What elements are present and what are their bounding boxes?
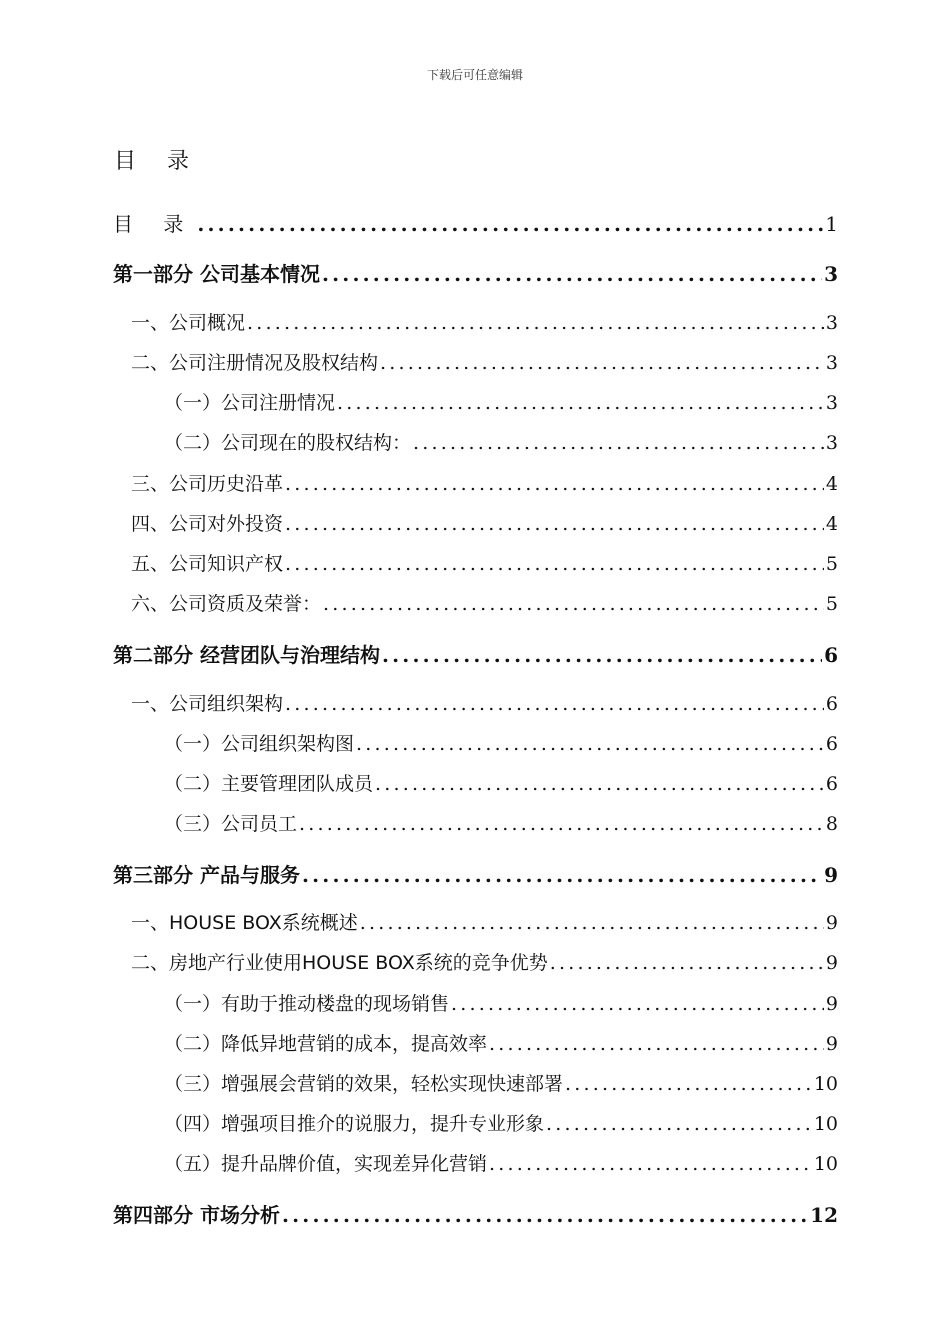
toc-entry[interactable] — [131, 948, 838, 975]
toc-leader-dots — [282, 1203, 808, 1227]
toc-entry-page: 9 — [824, 863, 838, 887]
toc-entry-number: 二、 — [131, 352, 170, 374]
toc-leader-dots — [360, 912, 824, 934]
toc-leader-dots — [285, 473, 824, 495]
toc-entry-number: 一、 — [131, 912, 170, 934]
toc-leader-dots — [413, 432, 824, 454]
toc-entry-number: （一） — [164, 993, 222, 1015]
toc-entry[interactable] — [164, 388, 838, 415]
toc-leader-dots — [323, 593, 824, 615]
toc-entry-number: （四） — [164, 1113, 222, 1135]
toc-entry-label: 增强展会营销的效果，轻松实现快速部署 — [221, 1073, 564, 1095]
toc-entry-label: 公司对外投资 — [169, 513, 284, 535]
toc-entry-page: 8 — [825, 813, 838, 835]
toc-leader-dots — [382, 643, 822, 667]
toc-leader-dots — [550, 952, 824, 974]
toc-entry[interactable] — [164, 1109, 838, 1136]
toc-entry[interactable] — [113, 208, 838, 237]
toc-entry-number: （一） — [164, 392, 222, 414]
toc-leader-dots — [356, 733, 824, 755]
toc-entry-label: 提升品牌价值，实现差异化营销 — [221, 1153, 488, 1175]
toc-entry-page: 10 — [813, 1153, 838, 1175]
toc-entry[interactable] — [113, 859, 838, 888]
toc-entry[interactable] — [131, 689, 838, 716]
toc-leader-dots — [322, 262, 822, 286]
toc-entry-label: 公司组织架构图 — [221, 733, 355, 755]
toc-leader-dots — [380, 352, 824, 374]
toc-entry-page: 4 — [825, 473, 838, 495]
toc-entry-page: 4 — [825, 513, 838, 535]
toc-entry-label: 主要管理团队成员 — [221, 773, 374, 795]
toc-leader-dots — [489, 1153, 812, 1175]
toc-entry-label: HOUSE BOX系统概述 — [169, 912, 358, 934]
toc-entry-label: 有助于推动楼盘的现场销售 — [221, 993, 450, 1015]
toc-entry-number: （三） — [164, 813, 222, 835]
toc-leader-dots — [337, 392, 824, 414]
toc-entry-number: （一） — [164, 733, 222, 755]
toc-entry-number: 六、 — [131, 593, 170, 615]
toc-entry-number: 一、 — [131, 693, 170, 715]
toc-entry-label: 增强项目推介的说服力，提升专业形象 — [221, 1113, 545, 1135]
toc-entry-number: （三） — [164, 1073, 222, 1095]
toc-entry[interactable] — [164, 989, 838, 1016]
toc-entry-page: 5 — [825, 593, 838, 615]
toc-entry-number: 二、 — [131, 952, 170, 974]
toc-entry-page: 6 — [825, 693, 838, 715]
toc-entry-number: （二） — [164, 432, 222, 454]
toc-entry[interactable] — [131, 509, 838, 536]
toc-entry-page: 3 — [825, 392, 838, 414]
toc-entry-page: 1 — [825, 212, 838, 236]
toc-entry-label: 公司现在的股权结构： — [221, 432, 412, 454]
toc-entry[interactable] — [113, 639, 838, 668]
toc-entry-label: 第三部分 产品与服务 — [113, 863, 300, 887]
toc-entry[interactable] — [164, 809, 838, 836]
toc-entry-page: 9 — [825, 952, 838, 974]
toc-leader-dots — [197, 212, 823, 236]
toc-entry-page: 12 — [810, 1203, 838, 1227]
toc-entry-page: 3 — [825, 352, 838, 374]
toc-leader-dots — [299, 813, 824, 835]
toc-leader-dots — [285, 513, 824, 535]
toc-entry-number: 一、 — [131, 312, 170, 334]
toc-entry-label: 公司注册情况 — [221, 392, 336, 414]
toc-entry[interactable] — [131, 469, 838, 496]
toc-entry-label: 公司历史沿革 — [169, 473, 284, 495]
toc-entry-page: 3 — [824, 262, 838, 286]
toc-entry-label: 公司员工 — [221, 813, 298, 835]
page-title: 目 录 — [114, 149, 201, 174]
toc-entry-page: 3 — [825, 312, 838, 334]
toc-entry-label: 房地产行业使用HOUSE BOX系统的竞争优势 — [169, 952, 548, 974]
toc-entry[interactable] — [164, 428, 838, 455]
toc-leader-dots — [285, 693, 824, 715]
toc-entry-label: 公司概况 — [169, 312, 246, 334]
toc-entry[interactable] — [131, 908, 838, 935]
toc-entry[interactable] — [131, 348, 838, 375]
toc-entry-label: 公司组织架构 — [169, 693, 284, 715]
toc-leader-dots — [302, 863, 822, 887]
toc-entry-page: 3 — [825, 432, 838, 454]
toc-entry-number: （二） — [164, 773, 222, 795]
toc-leader-dots — [565, 1073, 812, 1095]
toc-entry-number: 五、 — [131, 553, 170, 575]
toc-entry-number: 三、 — [131, 473, 170, 495]
toc-entry[interactable] — [113, 1199, 838, 1228]
page-header-note: 下载后可任意编辑 — [426, 68, 523, 82]
toc-entry-label: 降低异地营销的成本，提高效率 — [221, 1033, 488, 1055]
toc-entry-page: 5 — [825, 553, 838, 575]
toc-entry-label: 公司知识产权 — [169, 553, 284, 575]
toc-entry-page: 9 — [825, 1033, 838, 1055]
toc-leader-dots — [546, 1113, 812, 1135]
toc-leader-dots — [489, 1033, 824, 1055]
toc-entry[interactable] — [164, 1069, 838, 1096]
toc-entry[interactable] — [164, 769, 838, 796]
toc-entry-label: 目 录 — [113, 212, 196, 236]
toc-entry-page: 10 — [813, 1073, 838, 1095]
toc-entry-label: 第一部分 公司基本情况 — [113, 262, 320, 286]
toc-entry[interactable] — [131, 308, 838, 335]
toc-entry-page: 6 — [825, 733, 838, 755]
toc-entry-page: 9 — [825, 993, 838, 1015]
toc-entry-number: （二） — [164, 1033, 222, 1055]
toc-entry-page: 6 — [824, 643, 838, 667]
toc-entry-number: 四、 — [131, 513, 170, 535]
toc-entry-page: 6 — [825, 773, 838, 795]
toc-entry-number: （五） — [164, 1153, 222, 1175]
toc-leader-dots — [375, 773, 824, 795]
toc-entry-label: 第四部分 市场分析 — [113, 1203, 280, 1227]
toc-entry[interactable] — [131, 549, 838, 576]
toc-entry[interactable] — [164, 1029, 838, 1056]
toc-entry[interactable] — [164, 729, 838, 756]
toc-entry-label: 公司资质及荣誉： — [169, 593, 322, 615]
toc-entry[interactable] — [113, 258, 838, 287]
toc-leader-dots — [285, 553, 824, 575]
toc-entry[interactable] — [164, 1149, 838, 1176]
toc-leader-dots — [247, 312, 824, 334]
toc-entry-page: 9 — [825, 912, 838, 934]
toc-entry-label: 公司注册情况及股权结构 — [169, 352, 379, 374]
toc-entry-label: 第二部分 经营团队与治理结构 — [113, 643, 380, 667]
toc-entry-page: 10 — [813, 1113, 838, 1135]
toc-leader-dots — [451, 993, 824, 1015]
toc-entry[interactable] — [131, 589, 838, 616]
